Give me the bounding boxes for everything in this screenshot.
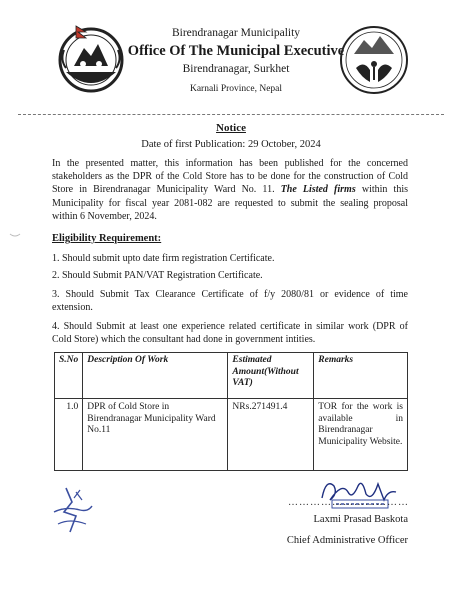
requirement-item: 3. Should Submit Tax Clearance Certificate of f/y 2080/81 or evidence of time extension. — [52, 289, 408, 314]
requirement-item: 2. Should Submit PAN/VAT Registration Certificate. — [52, 270, 263, 281]
works-table — [54, 352, 408, 471]
requirement-item: 4. Should Submit at least one experience related certificate in similar work (DPR of Cold Store) which the consultant had done in government intities. — [52, 321, 408, 346]
eligibility-heading: Eligibility Requirement: — [52, 233, 162, 244]
punch-hole-icon — [8, 226, 22, 240]
cell-sno: 1.0 — [55, 399, 83, 471]
requirement-item: 1. Should submit upto date firm registration Certificate. — [52, 253, 275, 264]
header-divider — [18, 114, 444, 115]
municipality-logo-icon — [338, 24, 410, 96]
office-name: Office Of The Municipal Executive — [127, 43, 345, 59]
header-amount: Estimated Amount(Without VAT) — [228, 353, 314, 399]
notice-paragraph-start: In the presented matter, this information has been published for the concerned stakeholders as the DPR of the Cold Store has to be done for the construction of Cold Store in Birendranagar Municipality Ward No. 11. — [52, 158, 408, 196]
table-row — [55, 399, 408, 471]
cell-amount: NRs.271491.4 — [228, 399, 314, 471]
header-remarks: Remarks — [314, 353, 408, 399]
header-sno: S.No — [55, 353, 83, 399]
publication-date: Date of first Publication: 29 October, 2024 — [141, 139, 321, 150]
signatory-title: Chief Administrative Officer — [286, 535, 408, 546]
signatory-name: Laxmi Prasad Baskota — [313, 514, 408, 525]
nepal-emblem-icon — [54, 20, 128, 96]
office-province: Karnali Province, Nepal — [189, 84, 283, 94]
signature-line: …………………………… — [288, 497, 409, 508]
notice-title: Notice — [216, 122, 246, 134]
header-description: Description Of Work — [83, 353, 228, 399]
municipality-name: Birendranagar Municipality — [171, 27, 301, 39]
cell-description: DPR of Cold Store in Birendranagar Municipality Ward No.11 — [83, 399, 228, 471]
notice-paragraph-end: within this Municipality for fiscal year 2081-082 are requested to submit the sealing proposal within 6 November, 2024. — [52, 184, 408, 222]
cell-remarks: TOR for the work is available in Birendranagar Municipality Website. — [314, 399, 408, 471]
office-address: Birendranagar, Surkhet — [182, 63, 290, 75]
listed-firms-emphasis: The Listed firms — [280, 184, 356, 196]
table-header-row — [55, 353, 408, 399]
notice-paragraph — [52, 157, 408, 223]
office-stamp-icon — [46, 482, 98, 538]
